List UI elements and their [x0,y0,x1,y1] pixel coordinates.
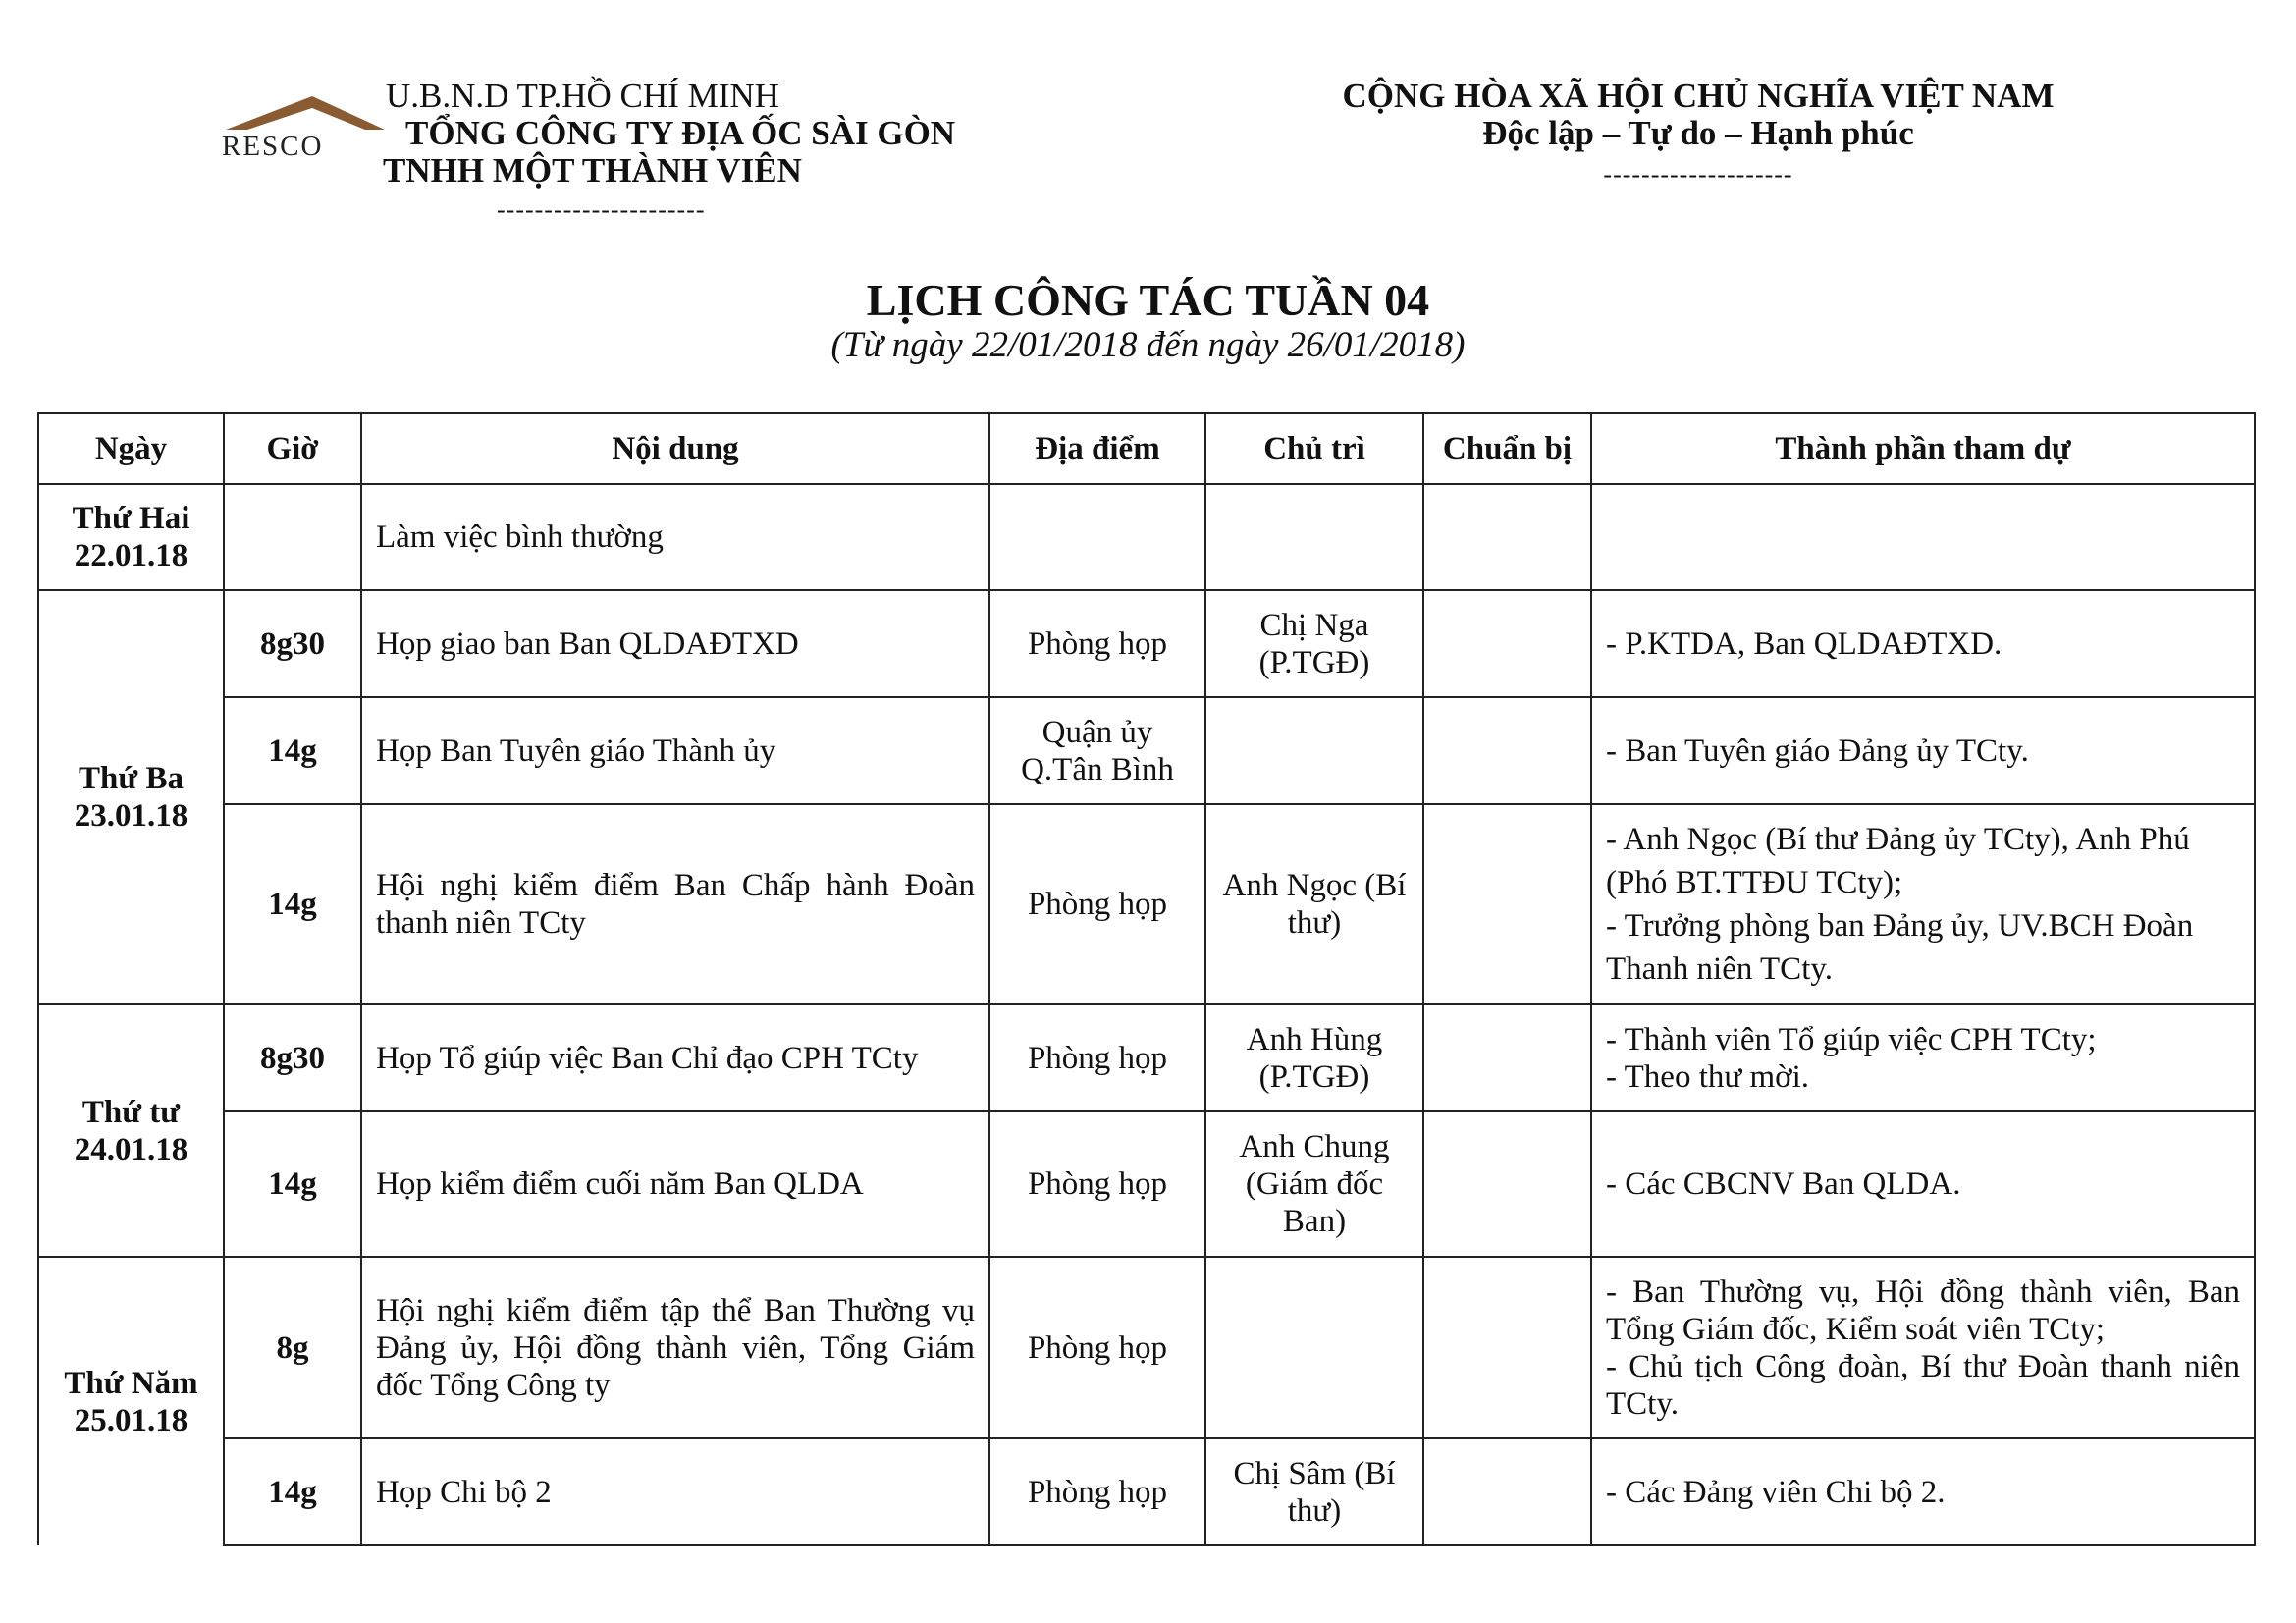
national-divider: -------------------- [1603,160,1793,189]
time-cell: 14g [224,1438,361,1545]
schedule-table [37,412,2256,1546]
prepare-cell [1423,590,1591,697]
national-motto: Độc lập – Tự do – Hạnh phúc [1482,114,1914,152]
attendee-line: - Theo thư mời. [1606,1058,1810,1095]
attendees-cell [1591,590,2255,697]
table-row [38,804,2255,1004]
col-header-dia-diem: Địa điểm [989,413,1205,484]
chair-cell: Chị Nga (P.TGĐ) [1205,590,1423,697]
day-name: Thứ Hai [72,501,190,536]
content-cell: Họp Chi bộ 2 [361,1438,989,1545]
table-header-row [38,413,2255,484]
location-cell: Phòng họp [989,590,1205,697]
prepare-cell [1423,484,1591,590]
day-name: Thứ Năm [64,1365,198,1401]
location-cell: Phòng họp [989,1438,1205,1545]
resco-logo [218,92,385,161]
chair-cell: Chị Sâm (Bí thư) [1205,1438,1423,1545]
attendees-cell [1591,1438,2255,1545]
content-cell: Làm việc bình thường [361,484,989,590]
time-cell [224,484,361,590]
content-cell: Họp giao ban Ban QLDAĐTXD [361,590,989,697]
chair-cell: Anh Hùng (P.TGĐ) [1205,1004,1423,1111]
table-row [38,484,2255,590]
chair-cell [1205,484,1423,590]
attendees-cell [1591,484,2255,590]
roof-icon [226,96,385,130]
day-name: Thứ tư [81,1094,181,1130]
prepare-cell [1423,1438,1591,1545]
attendee-line: - P.KTDA, Ban QLDAĐTXD. [1606,625,2002,662]
chair-cell [1205,1257,1423,1438]
table-row [38,1111,2255,1257]
attendees-cell [1591,1111,2255,1257]
attendee-line: - Các CBCNV Ban QLDA. [1606,1166,1961,1202]
time-cell: 8g30 [224,590,361,697]
chair-cell: Anh Ngọc (Bí thư) [1205,804,1423,1004]
chair-cell: Anh Chung (Giám đốc Ban) [1205,1111,1423,1257]
col-header-chu-tri: Chủ trì [1205,413,1423,484]
attendee-line: - Anh Ngọc (Bí thư Đảng ủy TCty), Anh Phú (Phó BT.TTĐU TCty); [1606,822,2190,900]
attendee-line: - Chủ tịch Công đoàn, Bí thư Đoàn thanh niên TCty. [1606,1348,2240,1422]
col-header-chuan-bi: Chuẩn bị [1423,413,1591,484]
time-cell: 8g [224,1257,361,1438]
location-cell: Phòng họp [989,1004,1205,1111]
page-subtitle: (Từ ngày 22/01/2018 đến ngày 26/01/2018) [830,325,1466,365]
day-name: Thứ Ba [79,761,184,796]
content-cell: Hội nghị kiểm điểm Ban Chấp hành Đoàn thanh niên TCty [361,804,989,1004]
attendee-line: - Thành viên Tổ giúp việc CPH TCty; [1606,1021,2097,1057]
table-row [38,590,2255,697]
content-cell: Họp Tổ giúp việc Ban Chỉ đạo CPH TCty [361,1004,989,1111]
day-date: 22.01.18 [74,538,188,573]
time-cell: 14g [224,1111,361,1257]
location-cell: Quận ủy Q.Tân Bình [989,697,1205,804]
col-header-thanh-phan: Thành phần tham dự [1591,413,2255,484]
time-cell: 8g30 [224,1004,361,1111]
prepare-cell [1423,697,1591,804]
day-date: 25.01.18 [74,1402,188,1438]
day-cell [38,1257,224,1545]
col-header-ngay: Ngày [38,413,224,484]
prepare-cell [1423,1004,1591,1111]
day-cell [38,484,224,590]
content-cell: Hội nghị kiểm điểm tập thể Ban Thường vụ Đảng ủy, Hội đồng thành viên, Tổng Giám đốc Tổng Công ty [361,1257,989,1438]
attendees-cell [1591,804,2255,1004]
org-divider: ---------------------- [497,195,706,224]
table-row [38,1438,2255,1545]
day-date: 23.01.18 [74,798,188,834]
content-cell: Họp kiểm điểm cuối năm Ban QLDA [361,1111,989,1257]
logo-text: RESCO [222,131,324,161]
attendee-line: - Trưởng phòng ban Đảng ủy, UV.BCH Đoàn Thanh niên TCty. [1606,908,2194,987]
day-cell [38,590,224,1004]
location-cell [989,484,1205,590]
table-row [38,1004,2255,1111]
day-cell [38,1004,224,1257]
attendee-line: - Ban Tuyên giáo Đảng ủy TCty. [1606,732,2029,769]
col-header-noi-dung: Nội dung [361,413,989,484]
org-name: TỔNG CÔNG TY ĐỊA ỐC SÀI GÒN [405,114,956,152]
table-row [38,697,2255,804]
prepare-cell [1423,1111,1591,1257]
org-type: TNHH MỘT THÀNH VIÊN [383,151,802,189]
time-cell: 14g [224,697,361,804]
prepare-cell [1423,804,1591,1004]
content-cell: Họp Ban Tuyên giáo Thành ủy [361,697,989,804]
time-cell: 14g [224,804,361,1004]
location-cell: Phòng họp [989,1111,1205,1257]
location-cell: Phòng họp [989,804,1205,1004]
page-title: LỊCH CÔNG TÁC TUẦN 04 [866,275,1430,325]
attendee-line: - Các Đảng viên Chi bộ 2. [1606,1474,1946,1510]
table-row [38,1257,2255,1438]
chair-cell [1205,697,1423,804]
attendees-cell [1591,1257,2255,1438]
col-header-gio: Giờ [224,413,361,484]
attendee-line: - Ban Thường vụ, Hội đồng thành viên, Ban Tổng Giám đốc, Kiểm soát viên TCty; [1606,1273,2240,1347]
attendees-cell [1591,697,2255,804]
national-title: CỘNG HÒA XÃ HỘI CHỦ NGHĨA VIỆT NAM [1342,77,2055,115]
attendees-cell [1591,1004,2255,1111]
prepare-cell [1423,1257,1591,1438]
day-date: 24.01.18 [74,1131,188,1167]
location-cell: Phòng họp [989,1257,1205,1438]
org-parent: U.B.N.D TP.HỒ CHÍ MINH [386,77,779,115]
